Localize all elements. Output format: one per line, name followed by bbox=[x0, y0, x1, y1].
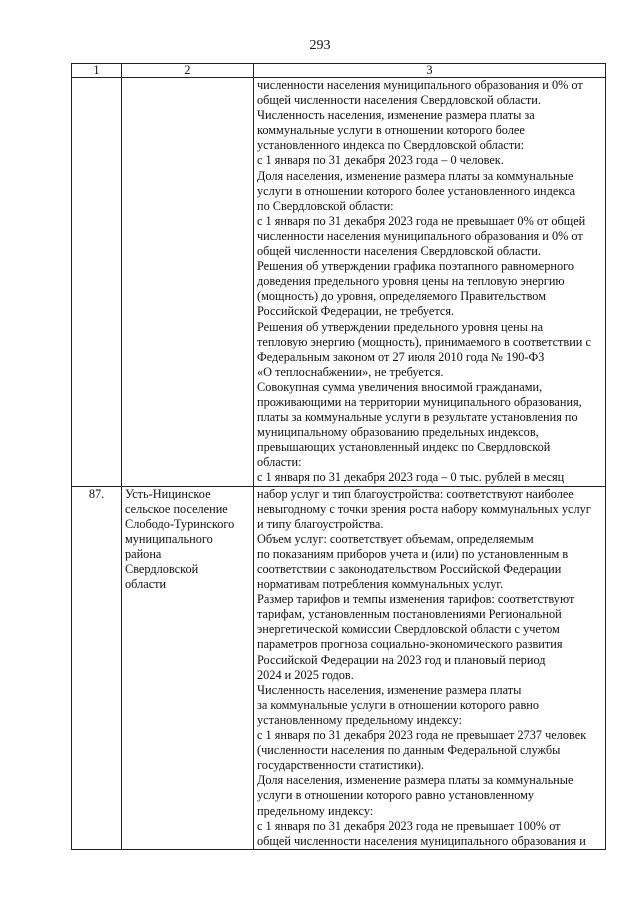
description-line: (мощность) до уровня, определяемого Правительством bbox=[257, 289, 546, 304]
description-line: Доля населения, изменение размера платы за коммунальные bbox=[257, 773, 574, 788]
description-line: общей численности населения Свердловской области. bbox=[257, 93, 541, 108]
description-line: энергетической комиссии Свердловской области с учетом bbox=[257, 622, 560, 637]
header-col-1: 1 bbox=[72, 64, 122, 78]
description-line: тарифам, установленным постановлениями Региональной bbox=[257, 607, 562, 622]
description-line: численности населения муниципального образования и 0% от bbox=[257, 228, 583, 243]
municipality-line: Слободо-Туринского bbox=[125, 516, 235, 531]
description-line: с 1 января по 31 декабря 2023 года – 0 тыс. рублей в месяц bbox=[257, 470, 565, 485]
description-line: с 1 января по 31 декабря 2023 года – 0 человек. bbox=[257, 153, 504, 168]
description-line: предельному индексу: bbox=[257, 803, 374, 818]
row-number: 87. bbox=[72, 486, 122, 849]
description-line: с 1 января по 31 декабря 2023 года не превышает 100% от bbox=[257, 818, 561, 833]
description-line: Доля населения, изменение размера платы за коммунальные bbox=[257, 168, 574, 183]
description-line: 2024 и 2025 годов. bbox=[257, 667, 354, 682]
description-line: с 1 января по 31 декабря 2023 года не превышает 2737 человек bbox=[257, 728, 587, 743]
description-line: доведения предельного уровня цены на тепловую энергию bbox=[257, 274, 565, 289]
description-line: и типу благоустройства. bbox=[257, 516, 384, 531]
description-line: Численность населения, изменение размера платы за bbox=[257, 108, 535, 123]
municipality-cell bbox=[122, 78, 254, 487]
description-line: коммунальные услуги в отношении которого более bbox=[257, 123, 525, 138]
description-cell bbox=[254, 78, 606, 487]
description-line: с 1 января по 31 декабря 2023 года не превышает 0% от общей bbox=[257, 213, 586, 228]
header-col-2: 2 bbox=[122, 64, 254, 78]
description-line: Численность населения, изменение размера платы bbox=[257, 682, 522, 697]
description-line: численности населения муниципального образования и 0% от bbox=[257, 78, 583, 92]
description-line: по показаниям приборов учета и (или) по установленным в bbox=[257, 546, 569, 561]
description-line: соответствии с законодательством Российской Федерации bbox=[257, 562, 562, 576]
description-line: государственности статистики). bbox=[257, 758, 425, 773]
description-line: тепловую энергию (мощность), принимаемого в соответствии с bbox=[257, 334, 591, 349]
description-line: Российской Федерации, не требуется. bbox=[257, 304, 455, 319]
description-line: услуги в отношении которого более установленного индекса bbox=[257, 183, 576, 198]
tariff-table bbox=[71, 63, 606, 850]
description-line: (численности населения по данным Федеральной службы bbox=[257, 743, 561, 758]
municipality-cell bbox=[122, 486, 254, 849]
page-number: 293 bbox=[309, 38, 331, 53]
description-line: Совокупная сумма увеличения вносимой гражданами, bbox=[257, 379, 543, 394]
description-line: набор услуг и тип благоустройства: соответствуют наиболее bbox=[257, 486, 574, 501]
row-number bbox=[72, 78, 122, 487]
description-line: нормативам потребления коммунальных услуг. bbox=[257, 577, 504, 592]
municipality-line: сельское поселение bbox=[125, 501, 228, 516]
description-line: превышающих установленный индекс по Свердловской bbox=[257, 440, 551, 455]
municipality-line: Усть-Ницинское bbox=[125, 486, 211, 501]
header-col-3: 3 bbox=[254, 64, 606, 78]
municipality-line: области bbox=[125, 577, 167, 592]
description-cell bbox=[254, 486, 606, 849]
description-line: Российской Федерации на 2023 год и плановый период bbox=[257, 652, 546, 667]
description-line: параметров прогноза социально-экономического развития bbox=[257, 637, 563, 652]
description-line: «О теплоснабжении», не требуется. bbox=[257, 364, 444, 379]
description-line: Решения об утверждении предельного уровня цены на bbox=[257, 319, 544, 334]
municipality-line: Свердловской bbox=[125, 562, 199, 576]
description-line: общей численности населения Свердловской области. bbox=[257, 244, 541, 259]
table-header-row bbox=[72, 64, 606, 78]
description-line: Федеральным законом от 27 июля 2010 года № 190-ФЗ bbox=[257, 349, 545, 364]
municipality-line: района bbox=[125, 546, 162, 561]
table-row bbox=[72, 486, 606, 849]
description-line: Решения об утверждении графика поэтапного равномерного bbox=[257, 259, 574, 274]
description-line: услуги в отношении которого равно установленному bbox=[257, 788, 535, 803]
municipality-line: муниципального bbox=[125, 531, 213, 546]
table-row bbox=[72, 78, 606, 487]
description-line: установленному предельному индексу: bbox=[257, 712, 462, 727]
description-line: по Свердловской области: bbox=[257, 198, 394, 213]
description-line: Объем услуг: соответствует объемам, определяемым bbox=[257, 531, 534, 546]
description-line: Размер тарифов и темпы изменения тарифов: соответствуют bbox=[257, 592, 575, 607]
description-line: области: bbox=[257, 455, 302, 470]
description-line: платы за коммунальные услуги в результате установления по bbox=[257, 410, 578, 425]
description-line: установленного индекса по Свердловской области: bbox=[257, 138, 525, 153]
description-line: за коммунальные услуги в отношении которого равно bbox=[257, 697, 540, 712]
description-line: проживающими на территории муниципального образования, bbox=[257, 394, 582, 409]
description-line: муниципальному образованию предельных индексов, bbox=[257, 425, 539, 440]
description-line: невыгодному с точки зрения роста набору коммунальных услуг bbox=[257, 501, 591, 516]
description-line: общей численности населения муниципального образования и bbox=[257, 833, 586, 848]
